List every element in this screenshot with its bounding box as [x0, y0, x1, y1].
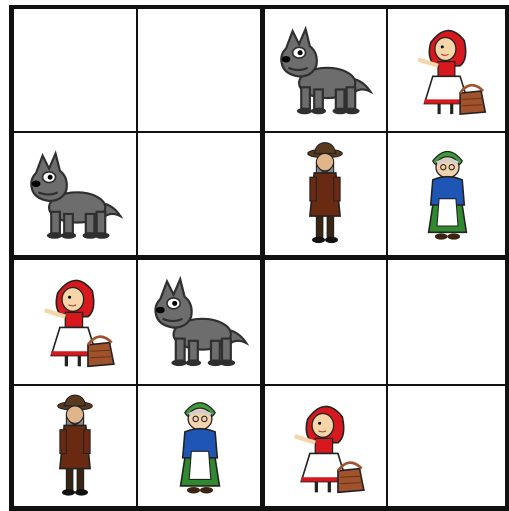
cell-r3-c3[interactable] [271, 265, 379, 377]
cell-r3-c1[interactable] [21, 265, 129, 377]
cell-r3-c2[interactable] [145, 265, 255, 377]
cell-r1-c1[interactable] [21, 16, 129, 124]
red-riding-hood-icon [21, 265, 129, 377]
cell-r4-c2[interactable] [145, 393, 255, 501]
grid-line-h1 [9, 131, 509, 133]
wolf-icon [271, 16, 379, 124]
board-border-bottom [9, 506, 509, 511]
wolf-icon [21, 140, 129, 249]
cell-r4-c3[interactable] [271, 393, 379, 501]
wolf-icon [145, 265, 255, 377]
cell-r2-c1[interactable] [21, 140, 129, 249]
cell-r4-c4[interactable] [395, 393, 500, 501]
box-divider-horizontal [9, 255, 509, 260]
red-riding-hood-icon [271, 393, 379, 501]
hunter-icon [21, 393, 129, 501]
cell-r1-c3[interactable] [271, 16, 379, 124]
cell-r1-c2[interactable] [145, 16, 255, 124]
cell-r4-c1[interactable] [21, 393, 129, 501]
hunter-icon [271, 140, 379, 249]
grid-line-h2 [9, 384, 509, 386]
cell-r2-c3[interactable] [271, 140, 379, 249]
grandmother-icon [145, 393, 255, 501]
cell-r2-c2[interactable] [145, 140, 255, 249]
grandmother-icon [395, 140, 500, 249]
cell-r3-c4[interactable] [395, 265, 500, 377]
board-border-top [9, 5, 509, 9]
cell-r1-c4[interactable] [395, 16, 500, 124]
cell-r2-c4[interactable] [395, 140, 500, 249]
red-riding-hood-icon [395, 16, 500, 124]
